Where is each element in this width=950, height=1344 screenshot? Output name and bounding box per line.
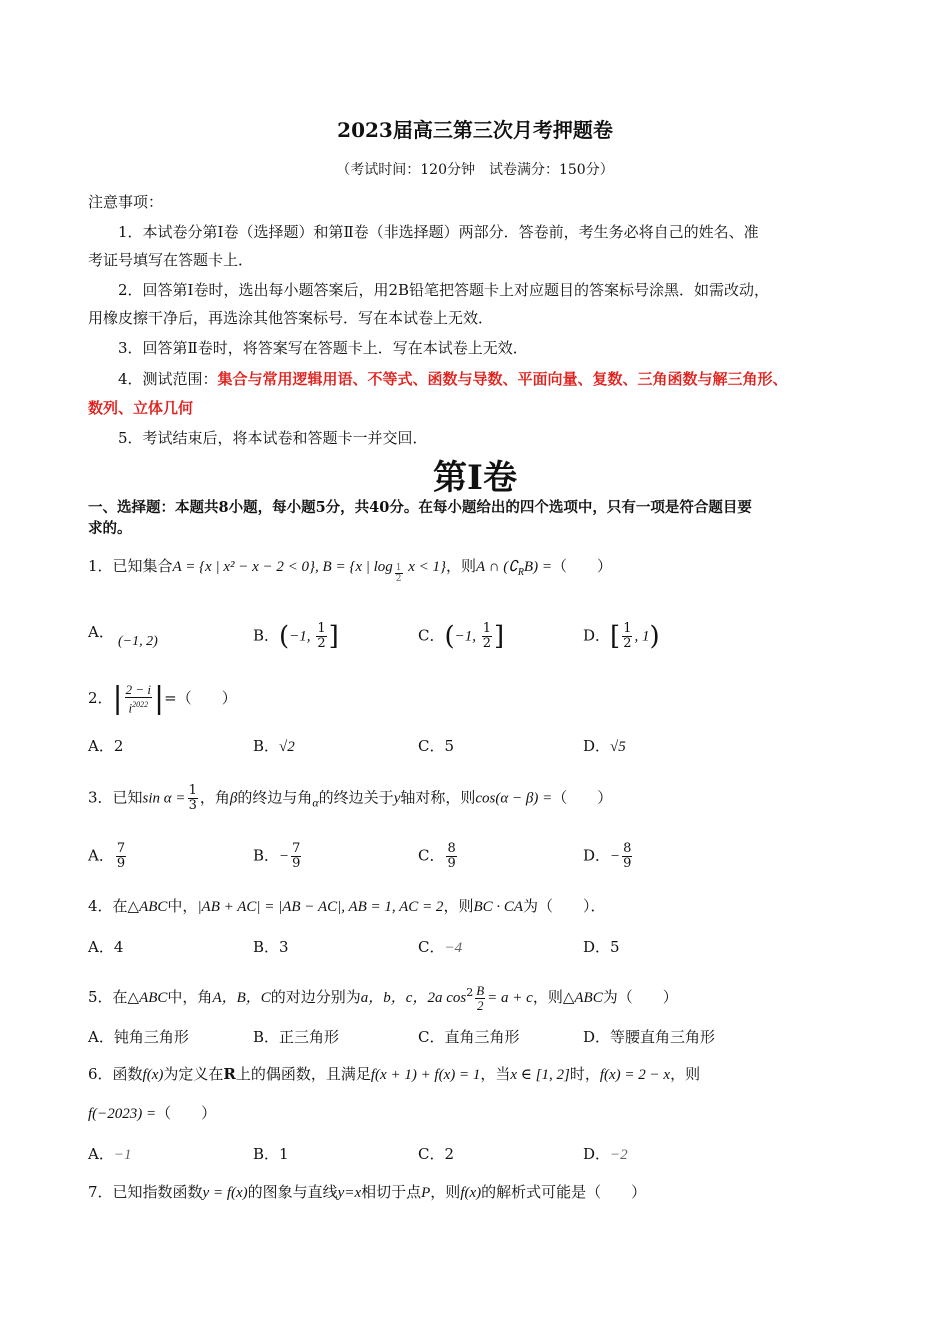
q3-cos: cos(α − β) = — [475, 790, 553, 807]
question-5-stem: 5．在△ABC中，角A，B，C的对边分别为a，b，c，2a $\cos^2$ $\frac{B}{2}$ = a + c，则△ABC为（ ） — [88, 982, 678, 1013]
q6-option-c[interactable]: C．2 — [418, 1145, 455, 1163]
q1-set-b: , B = {x | log — [315, 559, 393, 575]
q5-sides: a，b，c， — [360, 990, 428, 1006]
question-3-stem: 3．已知sin α = $\frac{1}{3}$ ，角β的终边与角$_\alpha$的终边关于y轴对称，则cos(α − β) =（ ） — [88, 783, 613, 813]
q4-triangle: △ABC — [127, 899, 168, 915]
q2-num: 2． — [88, 689, 113, 708]
q3-alpha: α — [312, 795, 319, 810]
q1-expr-sub: R — [517, 567, 524, 578]
q2-paren: （ ） — [176, 689, 237, 708]
note-1-line-2: 考证号填写在答题卡上． — [88, 251, 254, 269]
q1-option-a-value: (−1, 2) — [118, 634, 158, 649]
q1-log-base: $\frac{1}{2}$ — [395, 563, 402, 584]
q1-set-b-tail: x < 1} — [404, 559, 447, 575]
q5-equation: 2a cos — [427, 990, 467, 1006]
q1-expr: A ∩ (∁ — [476, 559, 518, 575]
q5-triangle: △ABC — [127, 990, 168, 1006]
q6-equation-2: f(x) = 2 − x — [599, 1067, 671, 1083]
q2-fraction: $\frac{2 - i}{i^{2022}}$ — [125, 682, 152, 716]
q4-option-c[interactable]: C．−4 — [418, 938, 463, 956]
note-2-line-1: 2．回答第Ⅰ卷时，选出每小题答案后，用2B铅笔把答题卡上对应题目的答案标号涂黑．如需改动， — [118, 281, 770, 299]
note-4-line-2: 数列、立体几何 — [88, 399, 194, 417]
q6-target: f(−2023) = — [88, 1106, 157, 1122]
q4-option-b[interactable]: B．3 — [253, 938, 289, 956]
q6-domain: x ∈ [1, 2] — [510, 1067, 570, 1083]
question-2-stem: 2．| $\frac{2 - i}{i^{2022}}$ |=（ ） — [88, 681, 237, 717]
q5-option-a[interactable]: A．钝角三角形 — [88, 1028, 189, 1046]
q1-set-a: A = {x | x² − x − 2 < 0} — [172, 559, 316, 575]
q3-sin: sin α = — [142, 790, 186, 807]
q5-angles: A，B，C — [212, 990, 271, 1006]
q7-fx: f(x) — [460, 1185, 482, 1201]
q4-option-a[interactable]: A．4 — [88, 938, 124, 956]
q3-option-c[interactable]: C． $\frac{8}{9}$ — [418, 841, 456, 871]
q5-option-b[interactable]: B．正三角形 — [253, 1028, 340, 1046]
note-5: 5．考试结束后，将本试卷和答题卡一并交回． — [118, 429, 428, 447]
q1-then: ，则 — [446, 557, 477, 575]
q3-option-a[interactable]: A． $\frac{7}{9}$ — [88, 841, 126, 871]
q3-option-b[interactable]: B．− $\frac{7}{9}$ — [253, 841, 301, 871]
q3-paren: （ ） — [552, 788, 613, 807]
question-4-stem: 4．在△ABC中，|AB + AC| = |AB − AC|, AB = 1, AC = 2，则BC · CA为（ ）． — [88, 897, 606, 915]
q1-option-a[interactable]: A． — [88, 623, 114, 641]
q7-function: y = f(x) — [202, 1185, 248, 1201]
q3-beta: β — [229, 790, 238, 807]
question-6-stem: 6．函数f(x)为定义在R上的偶函数，且满足f(x + 1) + f(x) = 1，当x ∈ [1, 2]时，f(x) = 2 − x，则 — [88, 1065, 701, 1083]
q1-text: 1．已知集合 — [88, 557, 173, 575]
q6-fx: f(x) — [142, 1067, 164, 1083]
q6-equation: f(x + 1) + f(x) = 1 — [370, 1067, 481, 1083]
notes-heading: 注意事项： — [88, 193, 164, 211]
note-2-line-2: 用橡皮擦干净后，再选涂其他答案标号．写在本试卷上无效． — [88, 309, 494, 327]
q4-option-d[interactable]: D．5 — [583, 938, 620, 956]
exam-title: 2023届高三第三次月考押题卷 — [337, 118, 613, 142]
section-heading-line-2: 求的。 — [88, 520, 132, 537]
question-1-stem — [88, 556, 612, 584]
note-3: 3．回答第Ⅱ卷时，将答案写在答题卡上．写在本试卷上无效． — [118, 339, 528, 357]
q2-option-b[interactable]: B．√2 — [253, 737, 295, 755]
q3-sin-frac: $\frac{1}{3}$ — [188, 783, 197, 813]
question-7-stem: 7．已知指数函数y = f(x)的图象与直线y=x相切于点P，则f(x)的解析式可能是（ ） — [88, 1183, 647, 1201]
q6-option-b[interactable]: B．1 — [253, 1145, 289, 1163]
q3-text: 3．已知 — [88, 788, 143, 807]
q6-option-d[interactable]: D．−2 — [583, 1145, 628, 1163]
q6-real-set: R — [223, 1065, 236, 1083]
q2-option-a[interactable]: A．2 — [88, 737, 124, 755]
q6-option-a[interactable]: A．−1 — [88, 1145, 132, 1163]
note-4-prefix: 4．测试范围： — [118, 370, 218, 388]
q3-option-d[interactable]: D．− $\frac{8}{9}$ — [583, 841, 632, 871]
note-4-line-1 — [118, 369, 788, 389]
q4-condition: |AB + AC| = |AB − AC|, AB = 1, AC = 2 — [197, 899, 444, 915]
q5-option-d[interactable]: D．等腰直角三角形 — [583, 1028, 716, 1046]
q7-line: y=x — [337, 1185, 362, 1201]
note-4-scope-a: 集合与常用逻辑用语、不等式、函数与导数、平面向量、复数、三角函数与解三角形、 — [217, 370, 788, 388]
q1-option-d[interactable]: D．[ $\frac{1}{2}$ , 1) — [583, 621, 660, 652]
q2-eq: = — [164, 689, 177, 708]
q4-expr: BC · CA — [473, 899, 524, 915]
section-heading-line-1: 一、选择题：本题共8小题，每小题5分，共40分。在每小题给出的四个选项中，只有一项是符合题目要 — [88, 499, 752, 516]
q7-point: P — [421, 1185, 431, 1201]
q2-option-c[interactable]: C．5 — [418, 737, 455, 755]
note-1-line-1: 1．本试卷分第Ⅰ卷（选择题）和第Ⅱ卷（非选择题）两部分．答卷前，考生务必将自己的姓名、准 — [118, 223, 759, 241]
q1-expr-tail: B) = — [523, 559, 552, 575]
q5-option-c[interactable]: C．直角三角形 — [418, 1028, 520, 1046]
q1-paren: （ ） — [551, 557, 612, 575]
q1-option-c[interactable]: C．(−1, $\frac{1}{2}$ ] — [418, 621, 505, 652]
q1-option-b[interactable]: B．(−1, $\frac{1}{2}$ ] — [253, 621, 339, 652]
q2-option-d[interactable]: D．√5 — [583, 737, 626, 755]
question-6-line-2: f(−2023) =（ ） — [88, 1104, 217, 1122]
q3-y: y — [393, 790, 401, 807]
part-title: 第Ⅰ卷 — [433, 458, 517, 498]
exam-subtitle: （考试时间：120分钟 试卷满分：150分） — [336, 162, 614, 178]
